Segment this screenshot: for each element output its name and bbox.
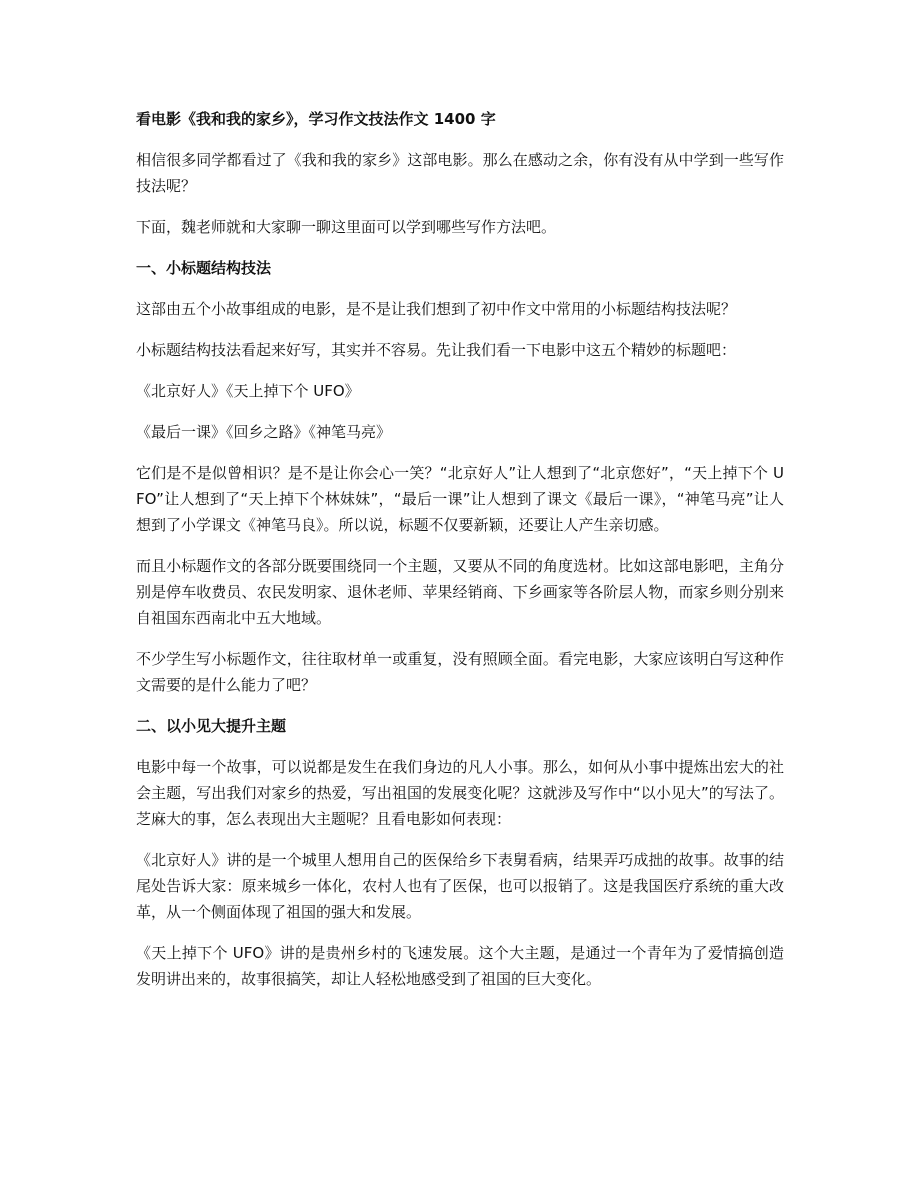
section1-paragraph-5: 它们是不是似曾相识？是不是让你会心一笑？“北京好人”让人想到了“北京您好”，“天上掉下个 UFO”让人想到了“天上掉下个林妹妹”，“最后一课”让人想到了课文《最后一课》，“神笔马亮”让人想到了小学课文《神笔马良》。所以说，标题不仅要新颖，还要让人产生亲切感。 [136,464,784,534]
section1-title-list-2: 《最后一课》《回乡之路》《神笔马亮》 [136,423,392,441]
section2-paragraph-3: 《天上掉下个 UFO》讲的是贵州乡村的飞速发展。这个大主题，是通过一个青年为了爱情搞创造发明讲出来的，故事很搞笑，却让人轻松地感受到了祖国的巨大变化。 [136,944,784,988]
section-heading-1: 一、小标题结构技法 [136,259,272,277]
section1-paragraph-2: 小标题结构技法看起来好写，其实并不容易。先让我们看一下电影中这五个精妙的标题吧： [136,341,737,359]
section-heading-2: 二、以小见大提升主题 [136,717,287,735]
paragraph-intro-1: 相信很多同学都看过了《我和我的家乡》这部电影。那么在感动之余，你有没有从中学到一些写作技法呢？ [136,151,784,195]
section1-paragraph-7: 不少学生写小标题作文，往往取材单一或重复，没有照顾全面。看完电影，大家应该明白写这种作文需要的是什么能力了吧？ [136,650,784,694]
paragraph-intro-2: 下面，魏老师就和大家聊一聊这里面可以学到哪些写作方法吧。 [136,218,557,236]
section2-paragraph-1: 电影中每一个故事，可以说都是发生在我们身边的凡人小事。那么，如何从小事中提炼出宏大的社会主题，写出我们对家乡的热爱，写出祖国的发展变化呢？这就涉及写作中“以小见大”的写法了。芝麻大的事，怎么表现出大主题呢？且看电影如何表现： [136,758,784,828]
section1-paragraph-6: 而且小标题作文的各部分既要围绕同一个主题，又要从不同的角度选材。比如这部电影吧，主角分别是停车收费员、农民发明家、退休老师、苹果经销商、下乡画家等各阶层人物，而家乡则分别来自祖国东西南北中五大地域。 [136,557,784,627]
document-body [136,106,784,1007]
section1-paragraph-1: 这部由五个小故事组成的电影，是不是让我们想到了初中作文中常用的小标题结构技法呢？ [136,300,737,318]
document-title: 看电影《我和我的家乡》，学习作文技法作文 1400 字 [136,110,496,128]
section1-title-list-1: 《北京好人》《天上掉下个 UFO》 [136,382,360,400]
section2-paragraph-2: 《北京好人》讲的是一个城里人想用自己的医保给乡下表舅看病，结果弄巧成拙的故事。故事的结尾处告诉大家：原来城乡一体化，农村人也有了医保，也可以报销了。这是我国医疗系统的重大改革，从一个侧面体现了祖国的强大和发展。 [136,851,784,921]
